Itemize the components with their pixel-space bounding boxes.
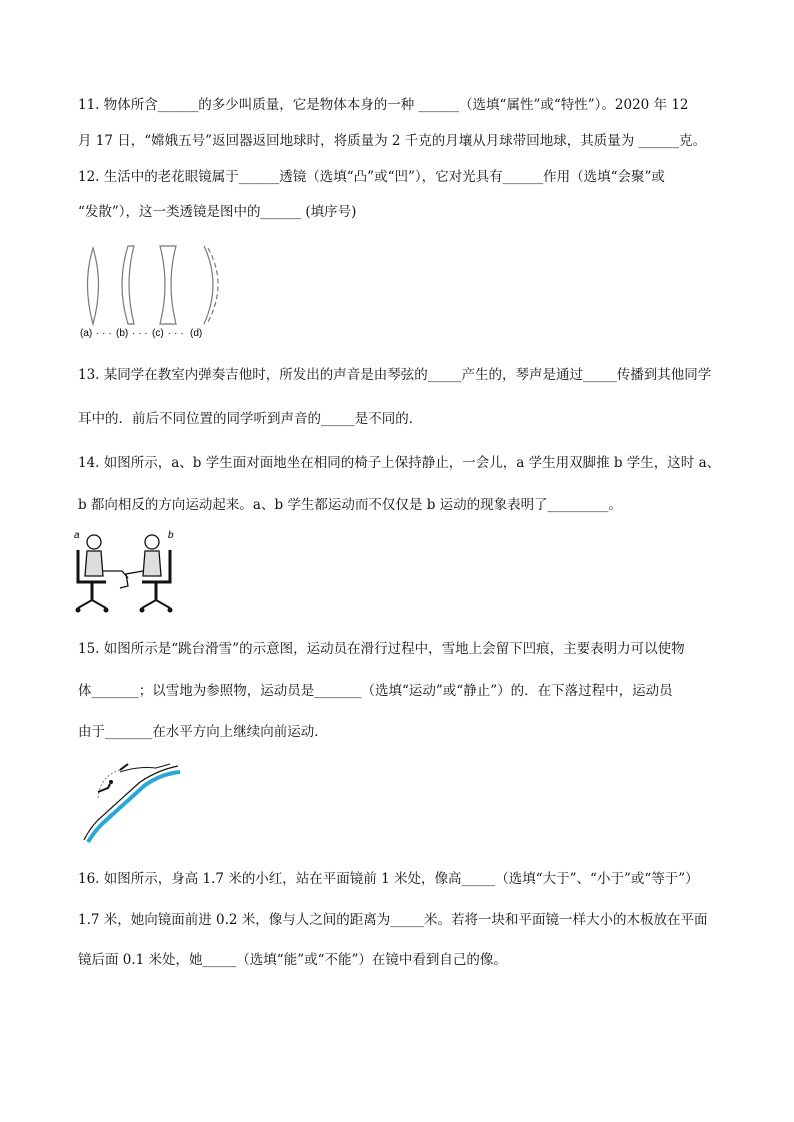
student-a-body — [85, 551, 103, 576]
q13-line-2: 耳中的．前后不同位置的同学听到声音的_____是不同的． — [78, 411, 423, 427]
label-b: b — [168, 530, 174, 541]
q15-line-1: 15. 如图所示是“跳台滑雪”的示意图，运动员在滑行过程中，雪地上会留下凹痕，主要表明力可以使物 — [78, 641, 685, 657]
q14-line-2: b 都向相反的方向运动起来。a、b 学生都运动而不仅仅是 b 运动的现象表明了_________。 — [78, 497, 622, 513]
q11-line-2: 月 17 日，“嫦娥五号”返回器返回地球时，将质量为 2 千克的月壤从月球带回地球，其质量为 ______克。 — [78, 133, 707, 149]
q15-line-3: 由于_______在水平方向上继续向前运动． — [78, 724, 328, 740]
skier — [98, 784, 110, 792]
lens-a — [88, 248, 99, 324]
q15-line-2: 体_______；以雪地为参照物，运动员是_______（选填“运动”或“静止”）的．在下落过程中，运动员 — [78, 683, 673, 699]
q12-line-1: 12. 生活中的老花眼镜属于______透镜（选填“凸”或“凹”），它对光具有______作用（选填“会聚”或 — [78, 169, 665, 185]
lens-label-b: (b) — [116, 328, 129, 339]
lens-label-a: (a) — [80, 328, 93, 339]
student-b-head — [145, 535, 159, 549]
lens-d — [204, 246, 213, 324]
svg-text:· · ·: · · · — [96, 328, 112, 339]
svg-text:· · ·: · · · — [132, 328, 148, 339]
lens-label-d: (d) — [190, 328, 203, 339]
q16-line-1: 16. 如图所示，身高 1.7 米的小红，站在平面镜前 1 米处，像高_____（选填“大于”、“小于”或“等于”） — [78, 871, 699, 887]
q16-line-2: 1.7 米，她向镜面前进 0.2 米，像与人之间的距离为_____米。若将一块和平面镜一样大小的木板放在平面 — [78, 912, 708, 928]
q13-line-1: 13. 某同学在教室内弹奏吉他时，所发出的声音是由琴弦的_____产生的，琴声是通过_____传播到其他同学 — [78, 367, 712, 383]
student-a-head — [87, 535, 101, 549]
label-a: a — [74, 530, 80, 541]
students-chairs-figure — [70, 526, 185, 616]
lens-b — [122, 246, 134, 324]
q12-line-2: “发散”），这一类透镜是图中的______ (填序号) — [78, 204, 357, 220]
student-b-body — [143, 551, 161, 576]
snow-slope — [88, 772, 180, 842]
lens-c — [160, 246, 176, 324]
q16-line-3: 镜后面 0.1 米处，她_____（选填“能”或“不能”）在镜中看到自己的像。 — [78, 952, 507, 968]
svg-text:· · ·: · · · — [168, 328, 184, 339]
q11-line-1: 11. 物体所含______的多少叫质量，它是物体本身的一种 ______（选填“属性”或“特性”）。2020 年 12 — [78, 97, 689, 113]
lens-label-c: (c) — [152, 328, 164, 339]
lens-figure — [80, 240, 230, 340]
ski-jump-figure — [80, 756, 190, 846]
q14-line-1: 14. 如图所示，a、b 学生面对面地坐在相同的椅子上保持静止，一会儿，a 学生用双脚推 b 学生，这时 a、 — [78, 455, 721, 471]
